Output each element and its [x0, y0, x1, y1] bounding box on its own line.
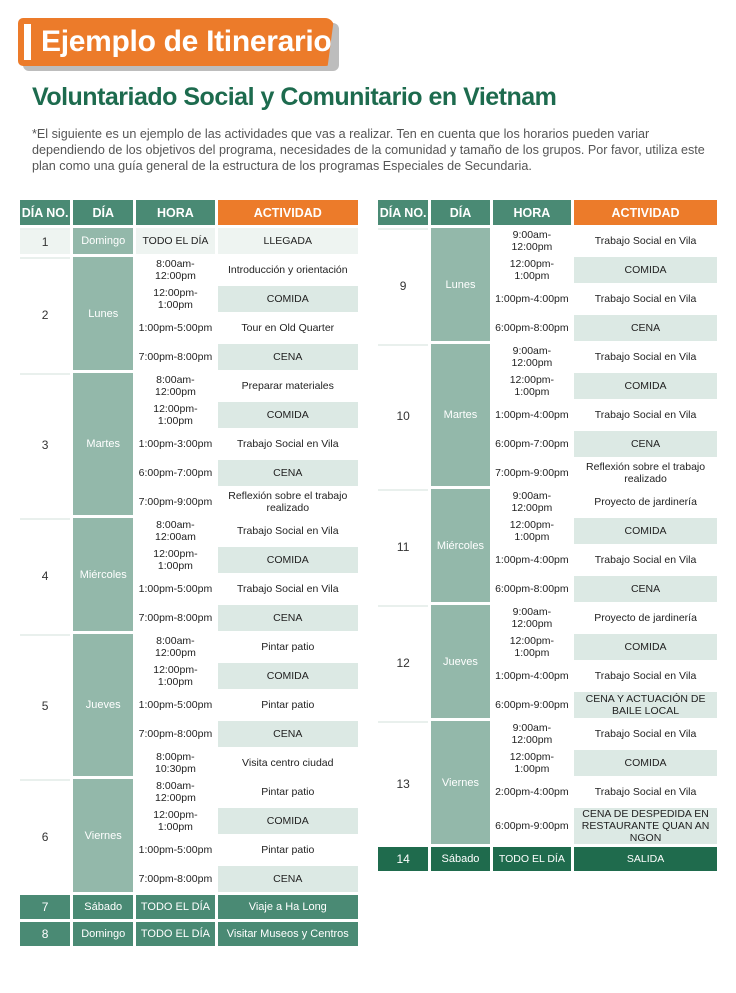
activity-cell: Trabajo Social en Vila: [574, 779, 717, 805]
day-name: Miércoles: [431, 489, 489, 602]
activity-cell: CENA Y ACTUACIÓN DE BAILE LOCAL: [574, 692, 717, 718]
time-cell: 7:00pm-8:00pm: [136, 344, 214, 370]
time-cell: 1:00pm-4:00pm: [493, 547, 571, 573]
activity-cell: COMIDA: [218, 808, 358, 834]
day-number: 3: [20, 373, 70, 515]
table-row: [378, 286, 717, 312]
time-cell: 7:00pm-9:00pm: [136, 489, 214, 515]
day-number: 13: [378, 721, 428, 844]
table-row: [20, 228, 358, 254]
table-row: [20, 922, 358, 946]
header-time: HORA: [493, 200, 571, 225]
table-row: [378, 847, 717, 871]
table-row: [20, 286, 358, 312]
time-cell: 6:00pm-8:00pm: [493, 315, 571, 341]
day-number: 7: [20, 895, 70, 919]
table-row: [20, 547, 358, 573]
time-cell: 12:00pm-1:00pm: [493, 750, 571, 776]
time-cell: 12:00pm-1:00pm: [136, 402, 214, 428]
header-day-no: DÍA NO.: [20, 200, 70, 225]
table-row: [20, 866, 358, 892]
table-row: [20, 692, 358, 718]
time-cell: 1:00pm-5:00pm: [136, 315, 214, 341]
page-subtitle: Voluntariado Social y Comunitario en Vietnam: [32, 83, 557, 111]
day-name: Viernes: [431, 721, 489, 844]
activity-cell: Trabajo Social en Vila: [574, 663, 717, 689]
time-cell: 7:00pm-9:00pm: [493, 460, 571, 486]
time-cell: 8:00am-12:00pm: [136, 373, 214, 399]
time-cell: 12:00pm-1:00pm: [493, 257, 571, 283]
table-row: [378, 228, 717, 254]
time-cell: TODO EL DÍA: [136, 228, 214, 254]
activity-cell: COMIDA: [574, 634, 717, 660]
activity-cell: Reflexión sobre el trabajo realizado: [218, 489, 358, 515]
day-number: 8: [20, 922, 70, 946]
activity-cell: CENA: [574, 315, 717, 341]
activity-cell: COMIDA: [574, 518, 717, 544]
activity-cell: Pintar patio: [218, 837, 358, 863]
table-row: [378, 721, 717, 747]
time-cell: 1:00pm-5:00pm: [136, 692, 214, 718]
activity-cell: CENA: [218, 605, 358, 631]
itinerary-table-left: [17, 197, 361, 949]
time-cell: TODO EL DÍA: [136, 895, 214, 919]
header-day: DÍA: [431, 200, 489, 225]
intro-paragraph: *El siguiente es un ejemplo de las actividades que vas a realizar. Ten en cuenta que los horarios pueden variar dependiendo de los objetivos del programa, necesidades de la comunidad y tamaño de los grupos. Por favor, utiliza este plan como una guía general de la estructura de los programas Especiales de Secundaria.: [32, 127, 705, 173]
table-row: [378, 750, 717, 776]
time-cell: 8:00am-12:00pm: [136, 634, 214, 660]
time-cell: 1:00pm-4:00pm: [493, 286, 571, 312]
table-row: [378, 634, 717, 660]
day-name: Jueves: [431, 605, 489, 718]
time-cell: 2:00pm-4:00pm: [493, 779, 571, 805]
table-row: [20, 344, 358, 370]
time-cell: 7:00pm-8:00pm: [136, 721, 214, 747]
activity-cell: Pintar patio: [218, 634, 358, 660]
day-number: 5: [20, 634, 70, 776]
table-row: [20, 779, 358, 805]
table-row: [20, 663, 358, 689]
header-activity: ACTIVIDAD: [574, 200, 717, 225]
time-cell: 8:00am-12:00am: [136, 518, 214, 544]
activity-cell: COMIDA: [574, 257, 717, 283]
activity-cell: CENA: [574, 431, 717, 457]
day-name: Lunes: [73, 257, 133, 370]
time-cell: 1:00pm-4:00pm: [493, 663, 571, 689]
time-cell: 9:00am-12:00pm: [493, 344, 571, 370]
banner-accent-bar: [24, 24, 31, 60]
day-name: Viernes: [73, 779, 133, 892]
table-row: [20, 402, 358, 428]
time-cell: 12:00pm-1:00pm: [136, 663, 214, 689]
day-name: Sábado: [431, 847, 489, 871]
activity-cell: Proyecto de jardinería: [574, 605, 717, 631]
activity-cell: COMIDA: [218, 402, 358, 428]
activity-cell: COMIDA: [218, 547, 358, 573]
table-row: [378, 547, 717, 573]
activity-cell: Trabajo Social en Vila: [574, 286, 717, 312]
time-cell: TODO EL DÍA: [493, 847, 571, 871]
activity-cell: SALIDA: [574, 847, 717, 871]
activity-cell: CENA: [218, 866, 358, 892]
time-cell: 7:00pm-8:00pm: [136, 866, 214, 892]
activity-cell: Trabajo Social en Vila: [218, 576, 358, 602]
day-name: Martes: [431, 344, 489, 486]
table-header-row: [20, 200, 358, 225]
table-row: [20, 489, 358, 515]
day-name: Sábado: [73, 895, 133, 919]
table-row: [378, 402, 717, 428]
day-number: 12: [378, 605, 428, 718]
activity-cell: Visitar Museos y Centros: [218, 922, 358, 946]
time-cell: TODO EL DÍA: [136, 922, 214, 946]
time-cell: 9:00am-12:00pm: [493, 489, 571, 515]
activity-cell: Pintar patio: [218, 692, 358, 718]
time-cell: 6:00pm-8:00pm: [493, 576, 571, 602]
table-row: [378, 257, 717, 283]
banner-title: Ejemplo de Itinerario: [41, 25, 332, 58]
day-name: Jueves: [73, 634, 133, 776]
itinerary-table-right: [375, 197, 720, 874]
time-cell: 12:00pm-1:00pm: [136, 808, 214, 834]
table-row: [20, 576, 358, 602]
table-row: [20, 373, 358, 399]
activity-cell: CENA: [218, 460, 358, 486]
activity-cell: Trabajo Social en Vila: [574, 402, 717, 428]
activity-cell: COMIDA: [574, 373, 717, 399]
header-time: HORA: [136, 200, 214, 225]
table-row: [20, 634, 358, 660]
header-activity: ACTIVIDAD: [218, 200, 358, 225]
time-cell: 1:00pm-3:00pm: [136, 431, 214, 457]
activity-cell: Introducción y orientación: [218, 257, 358, 283]
activity-cell: Reflexión sobre el trabajo realizado: [574, 460, 717, 486]
time-cell: 8:00am-12:00pm: [136, 779, 214, 805]
table-row: [20, 518, 358, 544]
table-row: [378, 663, 717, 689]
title-banner: [18, 18, 336, 68]
table-row: [20, 808, 358, 834]
activity-cell: Tour en Old Quarter: [218, 315, 358, 341]
time-cell: 1:00pm-5:00pm: [136, 837, 214, 863]
time-cell: 12:00pm-1:00pm: [136, 547, 214, 573]
table-row: [378, 460, 717, 486]
activity-cell: Viaje a Ha Long: [218, 895, 358, 919]
day-name: Domingo: [73, 228, 133, 254]
activity-cell: LLEGADA: [218, 228, 358, 254]
time-cell: 9:00am-12:00pm: [493, 228, 571, 254]
day-number: 1: [20, 228, 70, 254]
time-cell: 6:00pm-9:00pm: [493, 808, 571, 844]
table-row: [20, 257, 358, 283]
table-row: [378, 605, 717, 631]
table-row: [378, 779, 717, 805]
time-cell: 6:00pm-7:00pm: [493, 431, 571, 457]
day-name: Domingo: [73, 922, 133, 946]
activity-cell: Preparar materiales: [218, 373, 358, 399]
activity-cell: Visita centro ciudad: [218, 750, 358, 776]
time-cell: 9:00am-12:00pm: [493, 721, 571, 747]
table-row: [378, 518, 717, 544]
day-number: 14: [378, 847, 428, 871]
activity-cell: COMIDA: [218, 663, 358, 689]
activity-cell: CENA: [218, 721, 358, 747]
table-row: [20, 315, 358, 341]
day-number: 2: [20, 257, 70, 370]
day-name: Martes: [73, 373, 133, 515]
time-cell: 9:00am-12:00pm: [493, 605, 571, 631]
time-cell: 12:00pm-1:00pm: [493, 373, 571, 399]
table-row: [378, 344, 717, 370]
activity-cell: Trabajo Social en Vila: [574, 721, 717, 747]
table-row: [20, 605, 358, 631]
table-row: [378, 808, 717, 844]
activity-cell: Trabajo Social en Vila: [574, 344, 717, 370]
day-name: Miércoles: [73, 518, 133, 631]
activity-cell: Trabajo Social en Vila: [218, 518, 358, 544]
activity-cell: Proyecto de jardinería: [574, 489, 717, 515]
activity-cell: CENA: [574, 576, 717, 602]
activity-cell: CENA DE DESPEDIDA EN RESTAURANTE QUAN AN NGON: [574, 808, 717, 844]
table-row: [378, 373, 717, 399]
day-number: 9: [378, 228, 428, 341]
table-row: [378, 692, 717, 718]
table-row: [20, 431, 358, 457]
table-header-row: [378, 200, 717, 225]
table-row: [378, 431, 717, 457]
day-name: Lunes: [431, 228, 489, 341]
time-cell: 6:00pm-9:00pm: [493, 692, 571, 718]
time-cell: 8:00pm-10:30pm: [136, 750, 214, 776]
table-row: [378, 576, 717, 602]
table-row: [20, 837, 358, 863]
table-row: [378, 315, 717, 341]
time-cell: 12:00pm-1:00pm: [493, 634, 571, 660]
activity-cell: CENA: [218, 344, 358, 370]
activity-cell: COMIDA: [218, 286, 358, 312]
table-row: [20, 895, 358, 919]
table-row: [20, 750, 358, 776]
activity-cell: Trabajo Social en Vila: [574, 228, 717, 254]
activity-cell: COMIDA: [574, 750, 717, 776]
table-row: [20, 721, 358, 747]
table-row: [378, 489, 717, 515]
day-number: 11: [378, 489, 428, 602]
day-number: 6: [20, 779, 70, 892]
header-day-no: DÍA NO.: [378, 200, 428, 225]
time-cell: 8:00am-12:00pm: [136, 257, 214, 283]
activity-cell: Pintar patio: [218, 779, 358, 805]
time-cell: 12:00pm-1:00pm: [136, 286, 214, 312]
day-number: 4: [20, 518, 70, 631]
activity-cell: Trabajo Social en Vila: [574, 547, 717, 573]
header-day: DÍA: [73, 200, 133, 225]
time-cell: 1:00pm-5:00pm: [136, 576, 214, 602]
activity-cell: Trabajo Social en Vila: [218, 431, 358, 457]
table-row: [20, 460, 358, 486]
time-cell: 12:00pm-1:00pm: [493, 518, 571, 544]
time-cell: 1:00pm-4:00pm: [493, 402, 571, 428]
time-cell: 7:00pm-8:00pm: [136, 605, 214, 631]
day-number: 10: [378, 344, 428, 486]
time-cell: 6:00pm-7:00pm: [136, 460, 214, 486]
